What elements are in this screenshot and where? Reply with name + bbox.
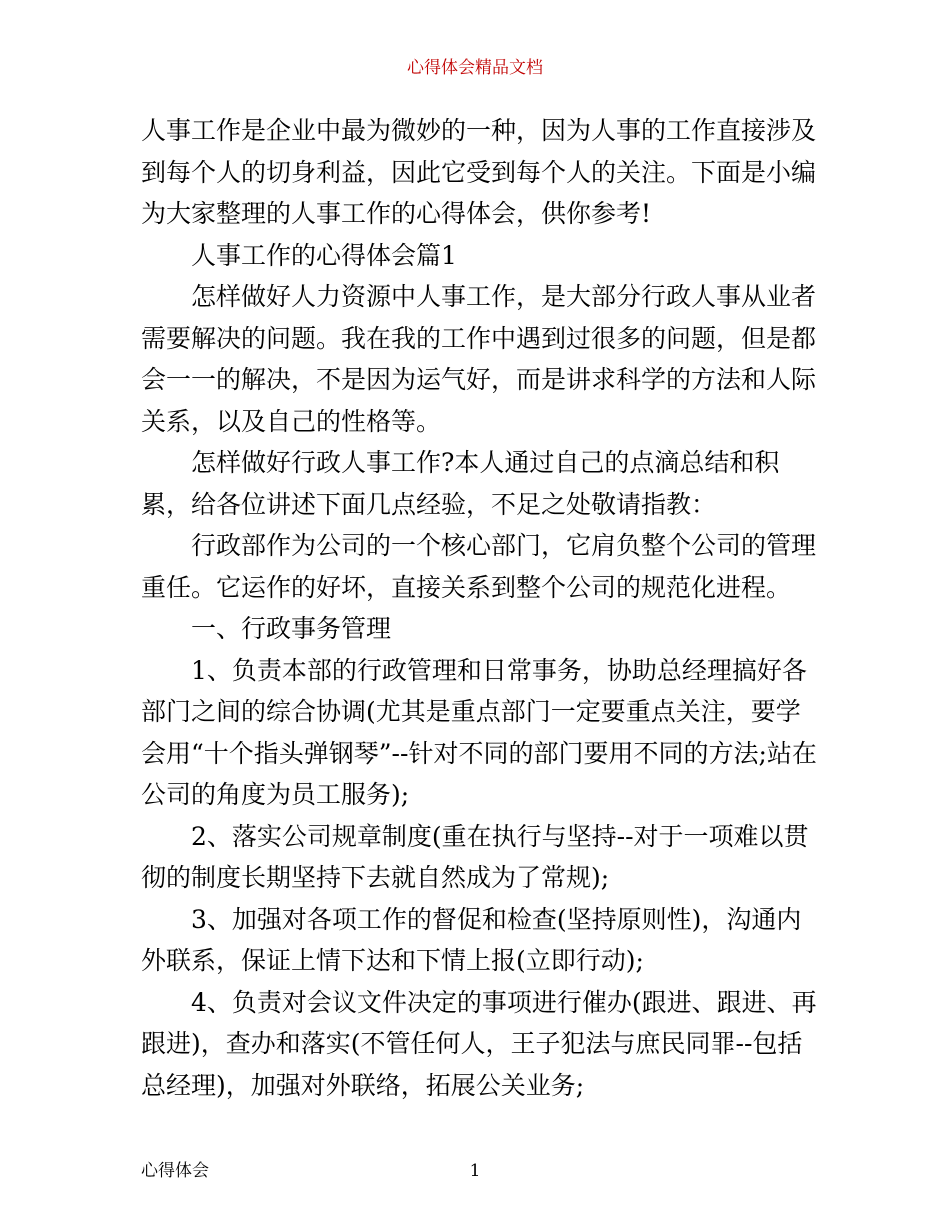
document-body [141,110,821,1106]
page-footer-label: 心得体会 [141,1161,209,1181]
paragraph-heading: 一、行政事务管理 [191,614,392,643]
list-item: 3、加强对各项工作的督促和检查(坚持原则性)，沟通内外联系，保证上情下达和下情上报(立即行动); [141,904,802,975]
list-item: 4、负责对会议文件决定的事项进行催办(跟进、跟进、再跟进)，查办和落实(不管任何人，王子犯法与庶民同罪--包括总经理)，加强对外联络，拓展公关业务; [141,987,817,1100]
paragraph: 怎样做好行政人事工作?本人通过自己的点滴总结和积累，给各位讲述下面几点经验，不足之处敬请指教： [141,448,780,519]
paragraph: 行政部作为公司的一个核心部门，它肩负整个公司的管理重任。它运作的好坏，直接关系到整个公司的规范化进程。 [141,531,817,602]
page-number: 1 [469,1161,481,1181]
list-item: 1、负责本部的行政管理和日常事务，协助总经理搞好各部门之间的综合协调(尤其是重点部门一定要重点关注，要学会用“十个指头弹钢琴”--针对不同的部门要用不同的方法;站在公司的角度为员工服务); [141,655,817,809]
page-header-title: 心得体会精品文档 [407,58,543,78]
paragraph-section-title: 人事工作的心得体会篇1 [191,240,457,270]
paragraph-intro: 人事工作是企业中最为微妙的一种，因为人事的工作直接涉及到每个人的切身利益，因此它受到每个人的关注。下面是小编为大家整理的人事工作的心得体会，供你参考! [141,116,817,228]
paragraph: 怎样做好人力资源中人事工作，是大部分行政人事从业者需要解决的问题。我在我的工作中遇到过很多的问题，但是都会一一的解决，不是因为运气好，而是讲求科学的方法和人际关系，以及自己的性格等。 [141,282,817,436]
list-item: 2、落实公司规章制度(重在执行与坚持--对于一项难以贯彻的制度长期坚持下去就自然成为了常规); [141,821,809,892]
